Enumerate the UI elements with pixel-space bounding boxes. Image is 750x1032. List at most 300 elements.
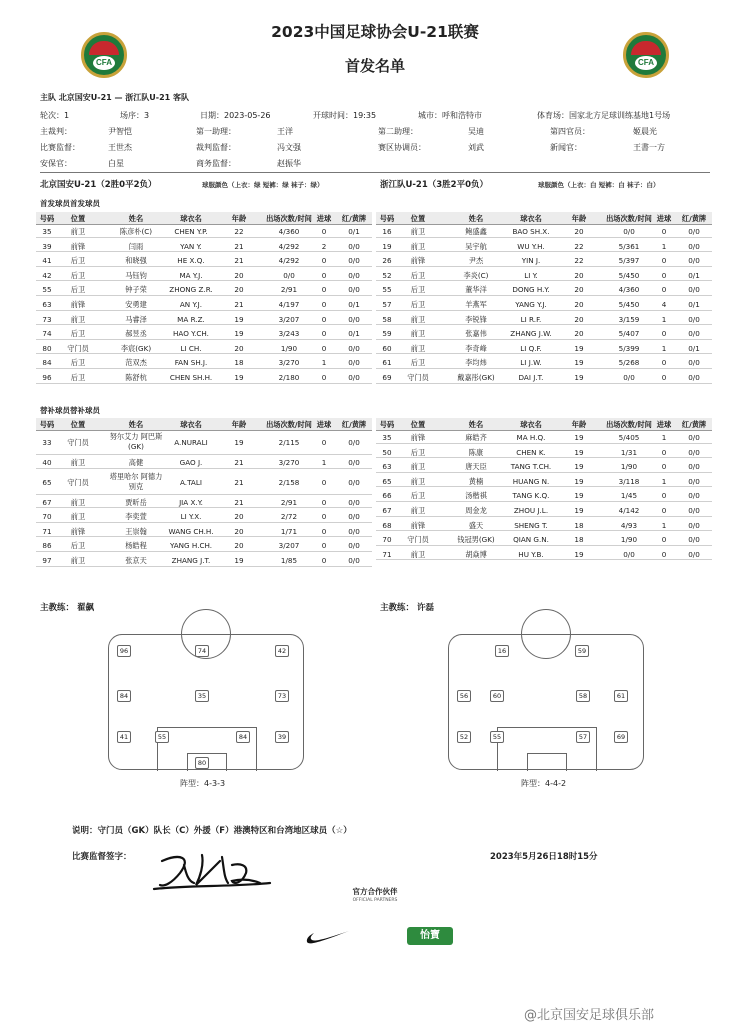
player-row xyxy=(36,254,372,267)
cell-1: 前锋 xyxy=(70,241,86,251)
cell-3: GAO J. xyxy=(179,458,203,467)
cell-5: 2/91 xyxy=(280,497,298,507)
cell-5: 3/207 xyxy=(278,314,300,324)
cell-2: 羊燕军 xyxy=(465,300,487,309)
cell-5: 1/90 xyxy=(280,343,298,353)
cell-7: 0/0 xyxy=(688,433,700,442)
cell-6: 0 xyxy=(661,256,667,266)
cell-2: 和晓强 xyxy=(125,256,147,266)
cell-4: 18 xyxy=(574,520,584,530)
cell-3: SHENG T. xyxy=(514,520,548,530)
cell-5: 5/361 xyxy=(618,241,640,251)
cell-7: 0/0 xyxy=(348,256,360,266)
cell-4: 20 xyxy=(574,285,584,295)
cell-7: 0/0 xyxy=(688,506,700,515)
cell-0: 67 xyxy=(382,506,392,515)
cell-6: 0 xyxy=(321,329,327,339)
cell-2: 努尔艾力 阿巴斯 (GK) xyxy=(109,432,163,451)
cell-0: 33 xyxy=(42,438,52,447)
cell-0: 19 xyxy=(382,241,392,251)
cell-7: 红/黄牌 xyxy=(341,420,367,429)
jersey-icon: 74 xyxy=(195,645,209,657)
cell-6: 0 xyxy=(321,512,327,522)
cell-5: 出场次数/时间 xyxy=(606,420,652,429)
cell-5: 0/0 xyxy=(623,549,635,559)
player-row xyxy=(36,327,372,340)
cell-6: 0 xyxy=(321,343,327,353)
cell-2: 钱冠男(GK) xyxy=(457,535,495,545)
partners-label-en: OFFICIAL PARTNERS xyxy=(352,898,398,903)
table-header xyxy=(36,212,372,225)
cell-0: 70 xyxy=(382,535,392,545)
cell-5: 5/399 xyxy=(618,343,640,353)
cell-4: 21 xyxy=(234,241,244,251)
sub-row xyxy=(36,431,372,455)
cell-0: 55 xyxy=(382,285,392,295)
cell-7: 0/0 xyxy=(688,520,700,530)
cell-1: 前锋 xyxy=(410,433,426,442)
cell-5: 2/115 xyxy=(278,438,300,447)
cell-6: 1 xyxy=(321,358,327,368)
cell-7: 0/0 xyxy=(348,497,360,507)
cell-0: 52 xyxy=(382,270,392,280)
cell-1: 前卫 xyxy=(410,343,426,353)
cell-5: 4/93 xyxy=(620,520,638,530)
city: 城市：呼和浩特市 xyxy=(418,111,482,120)
cell-0: 57 xyxy=(382,300,392,309)
partners-label: 官方合作伙伴 xyxy=(352,887,398,896)
cell-4: 20 xyxy=(574,227,584,236)
official-name: 冯文强 xyxy=(277,143,301,152)
cell-4: 19 xyxy=(574,506,584,515)
cell-5: 2/72 xyxy=(280,512,298,522)
cell-2: 鲍盛鑫 xyxy=(465,227,487,236)
cell-5: 出场次数/时间 xyxy=(266,420,312,429)
cell-3: ZHANG J.W. xyxy=(510,329,552,339)
cell-4: 21 xyxy=(234,256,244,266)
weibo-watermark: @北京国安足球俱乐部 xyxy=(524,1008,655,1023)
cell-7: 0/0 xyxy=(688,462,700,472)
home-away-line: 主队 北京国安U-21 — 浙江队U-21 客队 xyxy=(40,93,190,102)
cell-6: 0 xyxy=(661,447,667,457)
cell-0: 59 xyxy=(382,329,392,339)
cell-5: 3/243 xyxy=(278,329,300,339)
cell-7: 0/0 xyxy=(688,491,700,501)
cell-1: 前锋 xyxy=(410,520,426,530)
sub-row xyxy=(376,431,712,444)
cell-2: 李宸(GK) xyxy=(120,343,152,353)
cell-0: 80 xyxy=(42,343,52,353)
cell-4: 19 xyxy=(574,343,584,353)
cell-2: 高健 xyxy=(128,458,144,467)
cell-5: 2/91 xyxy=(280,285,298,295)
cell-2: 吴宇航 xyxy=(465,241,487,251)
cell-5: 3/207 xyxy=(278,541,300,551)
cell-3: MA H.Q. xyxy=(516,433,546,442)
cell-4: 20 xyxy=(234,526,244,536)
cell-1: 后卫 xyxy=(410,270,426,280)
cell-3: CHEN Y.P. xyxy=(174,227,208,236)
official-name: 王世杰 xyxy=(108,143,132,152)
cell-3: 球衣名 xyxy=(520,420,542,429)
official-role: 裁判监督： xyxy=(196,143,236,152)
jersey-icon: 56 xyxy=(457,690,471,702)
field-order: 场序：3 xyxy=(120,111,150,120)
official-role: 主裁判： xyxy=(40,127,72,136)
cell-6: 0 xyxy=(321,526,327,536)
cell-4: 20 xyxy=(574,329,584,339)
cell-2: 周金龙 xyxy=(465,506,487,515)
cell-6: 0 xyxy=(661,285,667,295)
cell-0: 60 xyxy=(382,343,392,353)
cell-2: 郝昱丞 xyxy=(125,329,147,339)
away-kit: 球服颜色（上衣：白 短裤：白 袜子：白） xyxy=(538,181,660,189)
cell-0: 73 xyxy=(42,314,52,324)
official-name: 王洋 xyxy=(277,127,293,136)
cell-3: FAN SH.J. xyxy=(174,358,208,368)
cell-0: 67 xyxy=(42,497,52,507)
cell-4: 21 xyxy=(234,497,244,507)
official-name: 姬晨光 xyxy=(633,127,657,136)
cell-7: 0/0 xyxy=(688,549,700,559)
cell-6: 0 xyxy=(321,270,327,280)
cell-7: 0/0 xyxy=(348,526,360,536)
cell-0: 86 xyxy=(42,541,52,551)
jersey-icon: 57 xyxy=(576,731,590,743)
cell-5: 1/71 xyxy=(280,526,298,536)
cell-6: 0 xyxy=(321,477,327,487)
sub-row xyxy=(376,489,712,502)
cell-3: 球衣名 xyxy=(180,214,202,223)
official-role: 第二助理： xyxy=(378,127,418,136)
sub-row xyxy=(376,533,712,546)
cell-1: 守门员 xyxy=(67,343,89,353)
cell-2: 陈彦朴(C) xyxy=(119,227,153,236)
player-row xyxy=(36,356,372,369)
cell-7: 0/1 xyxy=(348,300,360,309)
sub-row xyxy=(36,510,372,523)
jersey-icon: 39 xyxy=(275,731,289,743)
cell-5: 5/450 xyxy=(618,300,640,309)
cell-4: 19 xyxy=(234,314,244,324)
player-row xyxy=(376,371,712,384)
cell-1: 后卫 xyxy=(70,541,86,551)
player-row xyxy=(376,240,712,253)
cell-7: 0/0 xyxy=(688,314,700,324)
kickoff: 开球时间：19:35 xyxy=(313,111,377,120)
cell-1: 位置 xyxy=(410,214,426,223)
cell-1: 守门员 xyxy=(407,535,429,545)
cell-3: TANG T.CH. xyxy=(510,462,552,472)
cell-1: 前卫 xyxy=(410,329,426,339)
cell-4: 19 xyxy=(574,549,584,559)
cell-4: 22 xyxy=(234,227,244,236)
cell-1: 后卫 xyxy=(70,373,86,382)
away-team-name: 浙江队U-21（3胜2平0负） xyxy=(380,180,489,190)
cell-4: 20 xyxy=(234,343,244,353)
player-row xyxy=(376,254,712,267)
cell-0: 号码 xyxy=(379,214,395,223)
cell-4: 20 xyxy=(234,270,244,280)
cell-3: YANG H.CH. xyxy=(169,541,213,551)
player-row xyxy=(376,342,712,355)
cell-4: 19 xyxy=(574,433,584,442)
cell-3: DONG H.Y. xyxy=(512,285,550,295)
cell-0: 61 xyxy=(382,358,392,368)
cell-6: 0 xyxy=(321,314,327,324)
cell-7: 0/0 xyxy=(348,270,360,280)
cell-3: LI Y.X. xyxy=(180,512,202,522)
cell-7: 红/黄牌 xyxy=(341,214,367,223)
cell-5: 1/45 xyxy=(620,491,638,501)
cell-1: 后卫 xyxy=(410,300,426,309)
player-row xyxy=(376,313,712,326)
home-team-name: 北京国安U-21（2胜0平2负） xyxy=(40,180,157,190)
cell-3: WU Y.H. xyxy=(517,241,545,251)
cell-6: 0 xyxy=(321,497,327,507)
cell-1: 后卫 xyxy=(70,270,86,280)
cell-6: 1 xyxy=(661,343,667,353)
cell-2: 马睿泽 xyxy=(125,314,147,324)
cell-1: 后卫 xyxy=(70,329,86,339)
cell-7: 0/0 xyxy=(688,535,700,545)
cell-0: 39 xyxy=(42,241,52,251)
cell-4: 19 xyxy=(234,329,244,339)
cell-2: 贾昕岳 xyxy=(125,497,147,507)
cell-0: 41 xyxy=(42,256,52,266)
cell-2: 范双杰 xyxy=(125,358,147,368)
cell-0: 71 xyxy=(42,526,52,536)
home-kit: 球服颜色（上衣：绿 短裤：绿 袜子：绿） xyxy=(202,181,324,189)
cell-2: 姓名 xyxy=(128,214,144,223)
cell-5: 1/90 xyxy=(620,535,638,545)
cell-7: 0/0 xyxy=(348,556,360,565)
cell-6: 0 xyxy=(661,373,667,382)
cell-5: 1/85 xyxy=(280,556,298,565)
cell-4: 20 xyxy=(234,541,244,551)
player-row xyxy=(36,313,372,326)
cell-4: 19 xyxy=(574,373,584,382)
player-row xyxy=(376,298,712,311)
cell-7: 0/0 xyxy=(348,477,360,487)
cell-2: 塔里哈尔 阿德力 别克 xyxy=(109,471,163,491)
cell-3: HU Y.B. xyxy=(518,549,544,559)
cell-2: 王崇翰 xyxy=(125,526,147,536)
cell-7: 0/0 xyxy=(348,358,360,368)
cell-4: 年龄 xyxy=(231,214,247,223)
cell-5: 0/0 xyxy=(283,270,295,280)
cell-3: LI R.F. xyxy=(520,314,542,324)
cell-5: 3/159 xyxy=(618,314,640,324)
cell-1: 后卫 xyxy=(410,358,426,368)
cell-4: 20 xyxy=(234,512,244,522)
cell-1: 前锋 xyxy=(70,526,86,536)
cell-3: ZHANG J.T. xyxy=(171,556,211,565)
cell-2: 姓名 xyxy=(468,214,484,223)
cell-1: 前卫 xyxy=(70,458,86,467)
cell-0: 84 xyxy=(42,358,52,368)
cell-0: 68 xyxy=(382,520,392,530)
cell-0: 号码 xyxy=(379,420,395,429)
cell-5: 4/292 xyxy=(278,241,300,251)
cell-7: 0/0 xyxy=(688,256,700,266)
player-row xyxy=(36,283,372,296)
sub-row xyxy=(376,475,712,488)
cell-7: 0/0 xyxy=(348,285,360,295)
cell-4: 19 xyxy=(574,358,584,368)
sub-row xyxy=(36,456,372,469)
jersey-icon: 80 xyxy=(195,757,209,769)
cell-7: 0/0 xyxy=(688,329,700,339)
cell-1: 位置 xyxy=(70,420,86,429)
cell-3: DAI J.T. xyxy=(518,373,544,382)
supervisor-signature xyxy=(150,843,275,895)
cell-6: 1 xyxy=(661,314,667,324)
official-role: 比赛监督： xyxy=(40,143,80,152)
section-start: 首发球员首发球员 xyxy=(40,199,100,208)
cell-1: 后卫 xyxy=(70,285,86,295)
jersey-icon: 96 xyxy=(117,645,131,657)
cell-6: 0 xyxy=(321,541,327,551)
player-row xyxy=(376,283,712,296)
venue: 体育场：国家北方足球训练基地1号场 xyxy=(537,111,671,120)
cell-1: 后卫 xyxy=(410,447,426,457)
cell-2: 钟子荣 xyxy=(125,285,147,295)
cell-1: 守门员 xyxy=(407,373,429,382)
cell-5: 3/270 xyxy=(278,358,300,368)
jersey-icon: 35 xyxy=(195,690,209,702)
cell-4: 19 xyxy=(574,491,584,501)
jersey-icon: 55 xyxy=(155,731,169,743)
cfa-logo-left: CFA xyxy=(81,32,127,78)
cell-7: 红/黄牌 xyxy=(681,214,707,223)
cell-7: 0/0 xyxy=(688,476,700,486)
official-name: 王書一方 xyxy=(633,143,665,152)
cell-3: LI CH. xyxy=(180,343,202,353)
cell-3: 球衣名 xyxy=(180,420,202,429)
sub-row xyxy=(376,460,712,473)
cell-0: 96 xyxy=(42,373,52,382)
cell-0: 65 xyxy=(382,476,392,486)
cell-5: 5/407 xyxy=(618,329,640,339)
cell-2: 姓名 xyxy=(128,420,144,429)
cell-4: 19 xyxy=(234,438,244,447)
player-row xyxy=(376,225,712,238)
player-row xyxy=(376,356,712,369)
cell-6: 2 xyxy=(321,241,327,251)
cell-7: 0/0 xyxy=(688,447,700,457)
cell-7: 0/0 xyxy=(348,343,360,353)
cell-3: A.NURALI xyxy=(174,438,208,447)
player-row xyxy=(36,342,372,355)
date: 日期：2023-05-26 xyxy=(200,111,271,120)
official-name: 赵振华 xyxy=(277,159,301,168)
jersey-icon: 55 xyxy=(490,731,504,743)
page-subtitle: 首发名单 xyxy=(344,57,405,75)
sub-row xyxy=(36,539,372,552)
jersey-icon: 84 xyxy=(117,690,131,702)
cell-1: 位置 xyxy=(410,420,426,429)
cell-6: 4 xyxy=(661,300,667,309)
cell-3: WANG CH.H. xyxy=(168,526,214,536)
cell-5: 4/360 xyxy=(618,285,640,295)
cell-7: 0/0 xyxy=(688,285,700,295)
cell-7: 0/0 xyxy=(348,458,360,467)
cell-4: 20 xyxy=(234,285,244,295)
cell-6: 0 xyxy=(661,549,667,559)
cell-1: 前卫 xyxy=(70,314,86,324)
cell-4: 18 xyxy=(234,358,244,368)
cell-6: 1 xyxy=(661,433,667,442)
sub-row xyxy=(36,554,372,567)
player-row xyxy=(36,371,372,384)
cell-6: 0 xyxy=(661,506,667,515)
cell-5: 5/268 xyxy=(618,358,640,368)
player-row xyxy=(376,327,712,340)
cfa-logo-right: CFA xyxy=(623,32,669,78)
cell-5: 2/158 xyxy=(278,477,300,487)
cell-3: YANG Y.J. xyxy=(515,300,547,309)
cell-7: 0/0 xyxy=(688,241,700,251)
official-name: 刘武 xyxy=(468,143,484,152)
cell-4: 19 xyxy=(574,462,584,472)
cell-6: 0 xyxy=(661,491,667,501)
cell-0: 58 xyxy=(382,314,392,324)
cell-0: 16 xyxy=(382,227,392,236)
cell-6: 0 xyxy=(661,227,667,236)
cell-2: 姓名 xyxy=(468,420,484,429)
cell-7: 0/0 xyxy=(348,438,360,447)
cell-3: CHEN K. xyxy=(516,447,546,457)
cell-7: 0/0 xyxy=(348,541,360,551)
cell-1: 位置 xyxy=(70,214,86,223)
cell-6: 进球 xyxy=(316,420,332,429)
cell-4: 20 xyxy=(574,300,584,309)
cell-1: 前卫 xyxy=(70,227,86,236)
cell-1: 前卫 xyxy=(410,227,426,236)
cell-2: 陈舒杭 xyxy=(125,373,147,382)
cell-5: 0/0 xyxy=(623,373,635,382)
cell-7: 红/黄牌 xyxy=(681,420,707,429)
cell-7: 0/1 xyxy=(688,343,700,353)
cell-0: 69 xyxy=(382,373,392,382)
cell-2: 李均炜 xyxy=(465,358,487,368)
cell-2: 李奕萱 xyxy=(125,512,147,522)
cell-4: 年龄 xyxy=(571,214,587,223)
cell-1: 前卫 xyxy=(410,476,426,486)
cell-0: 63 xyxy=(382,462,392,472)
jersey-icon: 84 xyxy=(236,731,250,743)
player-row xyxy=(36,225,372,238)
cell-1: 守门员 xyxy=(67,438,89,447)
cell-4: 19 xyxy=(234,556,244,565)
cell-3: BAO SH.X. xyxy=(512,227,550,236)
cell-3: HAO Y.CH. xyxy=(173,329,209,339)
cell-5: 0/0 xyxy=(623,227,635,236)
cell-5: 3/118 xyxy=(618,476,640,486)
home-formation: 阵型：4-3-3 xyxy=(180,779,226,788)
cell-3: LI Y. xyxy=(524,270,538,280)
cell-5: 出场次数/时间 xyxy=(606,214,652,223)
cell-3: ZHONG Z.R. xyxy=(169,285,213,295)
cell-7: 0/0 xyxy=(688,227,700,236)
cell-5: 1/90 xyxy=(620,462,638,472)
cell-0: 74 xyxy=(42,329,52,339)
cell-5: 5/450 xyxy=(618,270,640,280)
cell-6: 0 xyxy=(661,358,667,368)
cell-2: 陈康 xyxy=(468,447,484,457)
cell-3: MA Y.J. xyxy=(179,270,203,280)
